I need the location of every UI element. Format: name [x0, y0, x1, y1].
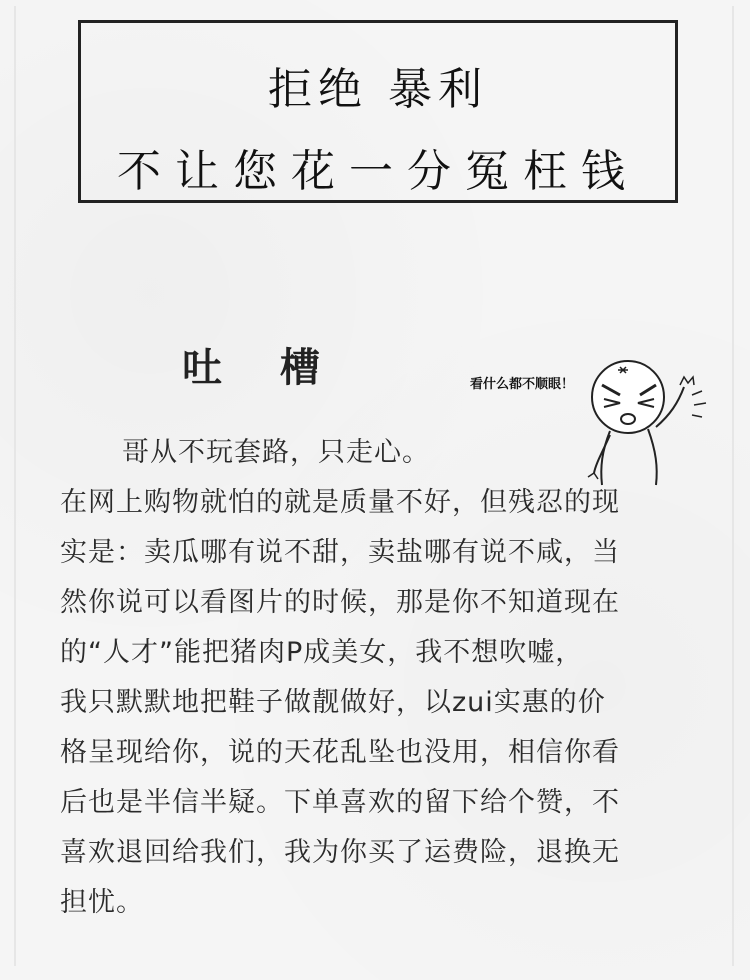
- headline-box: [78, 20, 678, 203]
- headline-line-2: 不让您花一分冤枉钱: [117, 146, 639, 197]
- paragraph-line: 然你说可以看图片的时候，那是你不知道现在: [60, 587, 620, 618]
- paragraph-line: 哥从不玩套路，只走心。: [122, 437, 430, 468]
- paragraph-line: 我只默默地把鞋子做靓做好，以zui实惠的价: [60, 687, 606, 718]
- paragraph-line: 格呈现给你，说的天花乱坠也没用，相信你看: [60, 737, 620, 768]
- paragraph-line: 后也是半信半疑。下单喜欢的留下给个赞，不: [60, 787, 620, 818]
- description-paragraph: [60, 428, 700, 928]
- paragraph-line: 喜欢退回给我们，我为你买了运费险，退换无: [60, 837, 620, 868]
- sticker-caption: 看什么都不顺眼！: [470, 377, 575, 392]
- headline-line-1: 拒绝 暴利: [268, 64, 488, 115]
- paragraph-line: 的“人才”能把猪肉P成美女，我不想吹嘘，: [60, 637, 584, 668]
- paragraph-line: 担忧。: [60, 887, 144, 918]
- paragraph-line: 实是：卖瓜哪有说不甜，卖盐哪有说不咸，当: [60, 537, 620, 568]
- section-heading: 吐 槽: [182, 345, 342, 391]
- paragraph-line: 在网上购物就怕的就是质量不好，但残忍的现: [60, 487, 620, 518]
